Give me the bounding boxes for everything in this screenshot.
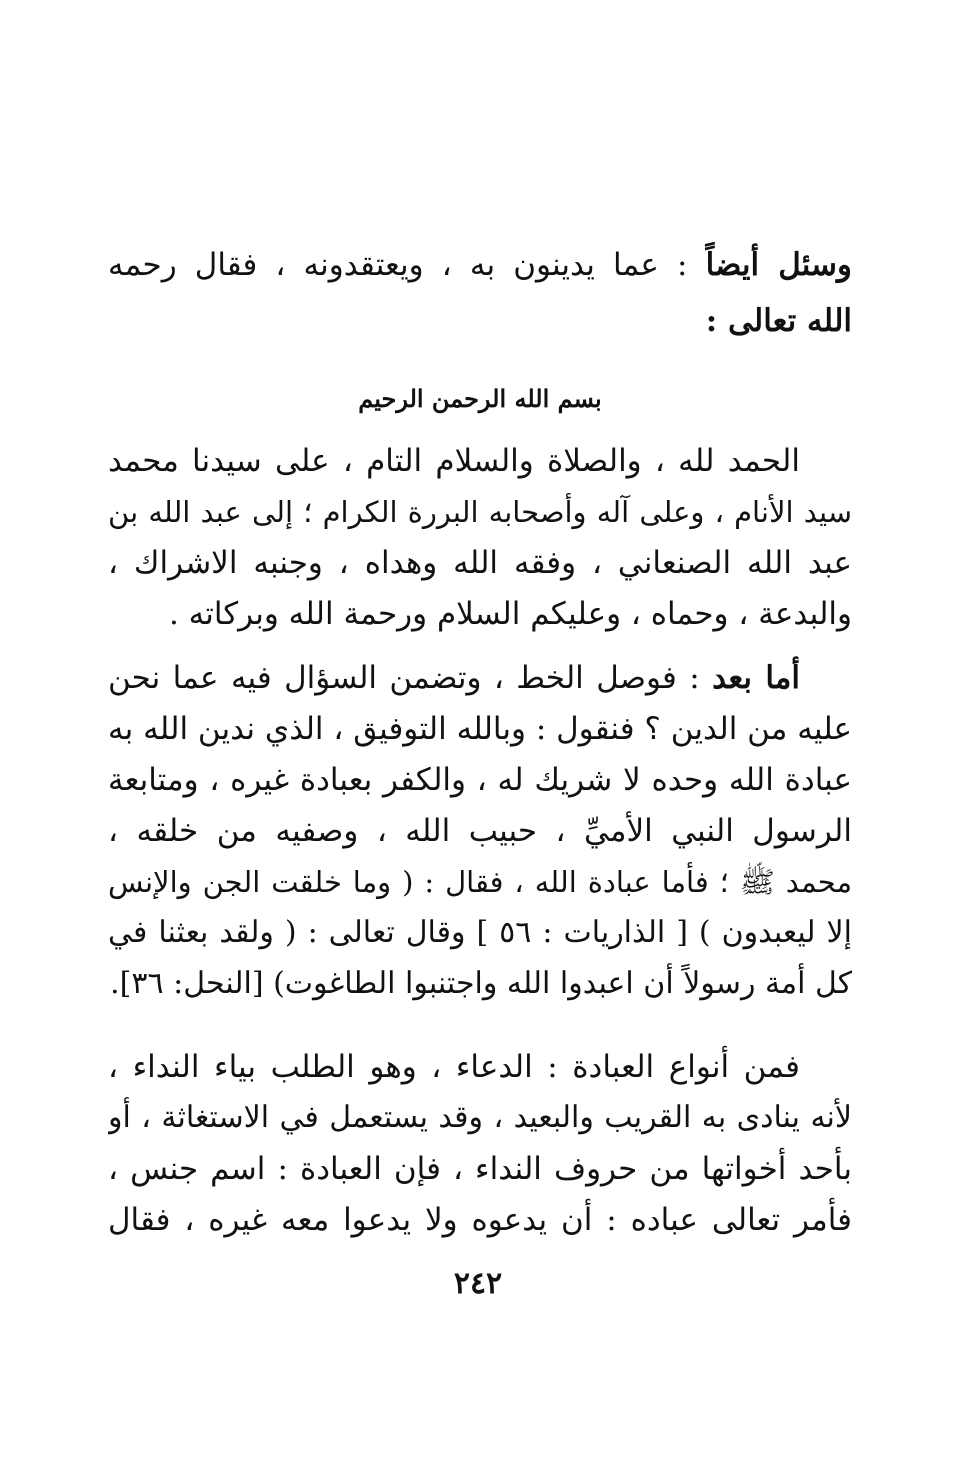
paragraph-2-line-2: عليه من الدين ؟ فنقول : وبالله التوفيق ، الذي ندين الله به xyxy=(108,711,852,747)
paragraph-1-line-2: سيد الأنام ، وعلى آله وأصحابه البررة الكرام ؛ إلى عبد الله بن xyxy=(108,495,852,529)
page-number: ٢٤٢ xyxy=(453,1266,503,1301)
basmala-heading: بسم الله الرحمن الرحيم xyxy=(358,384,602,413)
paragraph-2-line-1 xyxy=(108,653,852,703)
intro-lead: وسئل أيضاً xyxy=(705,247,852,283)
paragraph-2-line-5: محمد ﷺ ؛ فأما عبادة الله ، فقال : ( وما خلقت الجن والإنس xyxy=(108,865,852,899)
paragraph-3-line-3: بأحد أخواتها من حروف النداء ، فإن العبادة : اسم جنس ، xyxy=(108,1151,852,1187)
paragraph-2-line-4: الرسول النبي الأميِّ ، حبيب الله ، وصفيه من خلقه ، xyxy=(108,813,852,849)
paragraph-2-line-6: إلا ليعبدون ) [ الذاريات : ٥٦ ] وقال تعالى : ( ولقد بعثنا في xyxy=(108,915,852,950)
paragraph-1-line-1: الحمد لله ، والصلاة والسلام التام ، على سيدنا محمد xyxy=(108,443,800,479)
intro-line-1 xyxy=(108,240,852,290)
paragraph-3-line-4: فأمر تعالى عباده : أن يدعوه ولا يدعوا معه غيره ، فقال xyxy=(108,1202,852,1238)
paragraph-2-line-1-rest: : فوصل الخط ، وتضمن السؤال فيه عما نحن xyxy=(108,660,713,696)
paragraph-1-line-4: والبدعة ، وحماه ، وعليكم السلام ورحمة الله وبركاته . xyxy=(168,596,852,632)
intro-line-2: الله تعالى : xyxy=(705,303,852,339)
paragraph-3-line-1: فمن أنواع العبادة : الدعاء ، وهو الطلب بياء النداء ، xyxy=(108,1049,800,1085)
paragraph-1-line-3: عبد الله الصنعاني ، وفقه الله وهداه ، وجنبه الاشراك ، xyxy=(108,545,852,581)
paragraph-2-line-3: عبادة الله وحده لا شريك له ، والكفر بعبادة غيره ، ومتابعة xyxy=(108,762,852,798)
paragraph-2-line-7: كل أمة رسولاً أن اعبدوا الله واجتنبوا الطاغوت) [النحل: ٣٦]. xyxy=(110,966,852,1001)
intro-line-1-rest: : عما يدينون به ، ويعتقدونه ، فقال رحمه xyxy=(108,247,706,283)
paragraph-2-lead: أما بعد xyxy=(712,660,801,696)
paragraph-3-line-2: لأنه ينادى به القريب والبعيد ، وقد يستعمل في الاستغاثة ، أو xyxy=(108,1100,852,1135)
